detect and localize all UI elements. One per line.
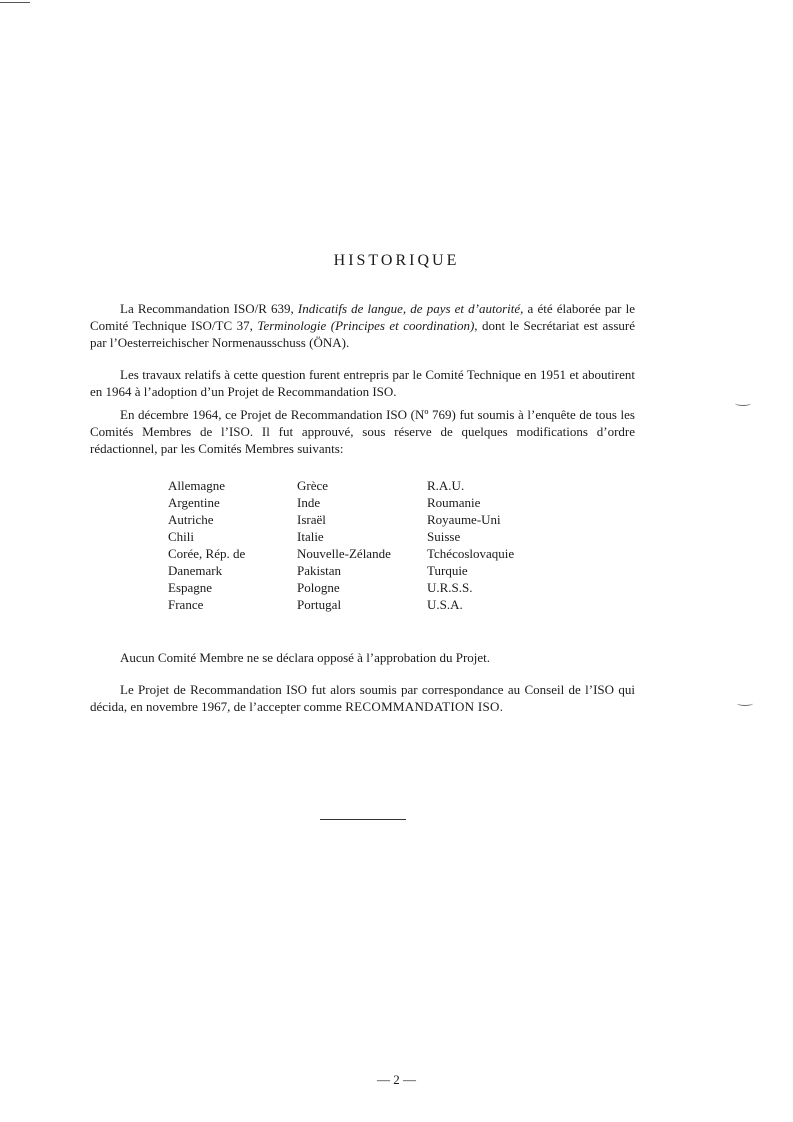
origin-italic-a: Indicatifs de langue, de pays et d’autorité [297, 301, 521, 316]
list-item: Inde [297, 495, 321, 510]
origin-italic-b: Terminologie (Principes et coordination) [257, 318, 475, 333]
list-item: Chili [168, 529, 195, 544]
list-item: U.S.A. [427, 597, 463, 612]
page-title: HISTORIQUE [333, 252, 460, 269]
list-item: Roumanie [427, 495, 481, 510]
closing-rule [320, 819, 406, 820]
margin-mark [737, 701, 753, 706]
origin-text-b: , a été élaborée par le Comité Technique ISO/TC 37, [90, 301, 635, 333]
origin-text-c: , dont le Secrétariat est assuré par l’Oesterreichischer Normenausschuss (ÖNA). [90, 318, 636, 350]
paragraph-inquiry: En décembre 1964, ce Projet de Recommandation ISO (Nº 769) fut soumis à l’enquête de tous les Comités Membres de l’ISO. Il fut approuvé, sous réserve de quelques modifications d’ordre rédactionnel, par les Comités Membres suivants: [90, 407, 635, 456]
acceptance-text: Le Projet de Recommandation ISO fut alors soumis par correspondance au Conseil de l’ISO qui décida, en novembre 1967, de l’accepter comme [90, 682, 635, 714]
paragraph-no-opposition: Aucun Comité Membre ne se déclara opposé à l’approbation du Projet. [120, 650, 491, 665]
list-item: Turquie [427, 563, 468, 578]
list-item: Royaume-Uni [427, 512, 501, 527]
list-item: Autriche [168, 512, 214, 527]
list-item: Espagne [168, 580, 213, 595]
list-item: U.R.S.S. [427, 580, 473, 595]
member-column-2 [297, 477, 437, 613]
list-item: Corée, Rép. de [168, 546, 246, 561]
list-item: Italie [297, 529, 324, 544]
list-item: R.A.U. [427, 478, 465, 493]
paragraph-origin [90, 300, 635, 351]
list-item: Pologne [297, 580, 340, 595]
list-item: Tchécoslovaquie [427, 546, 515, 561]
list-item: Nouvelle-Zélande [297, 546, 391, 561]
list-item: Pakistan [297, 563, 342, 578]
paragraph-work: Les travaux relatifs à cette question furent entrepris par le Comité Technique en 1951 et aboutirent en 1964 à l’adoption d’un Projet de Recommandation ISO. [90, 367, 635, 399]
list-item: Israël [297, 512, 326, 527]
member-column-3 [427, 477, 567, 613]
list-item: France [168, 597, 204, 612]
paragraph-acceptance [90, 681, 635, 715]
page-number: — 2 — [377, 1072, 416, 1087]
list-item: Argentine [168, 495, 220, 510]
corner-rule [0, 2, 30, 3]
list-item: Danemark [168, 563, 223, 578]
list-item: Allemagne [168, 478, 226, 493]
list-item: Portugal [297, 597, 342, 612]
acceptance-emphasis: RECOMMANDATION ISO. [345, 699, 504, 714]
member-column-1 [168, 477, 308, 613]
origin-text-a: La Recommandation ISO/R 639, [120, 301, 298, 316]
list-item: Grèce [297, 478, 329, 493]
margin-mark [735, 401, 751, 406]
list-item: Suisse [427, 529, 461, 544]
